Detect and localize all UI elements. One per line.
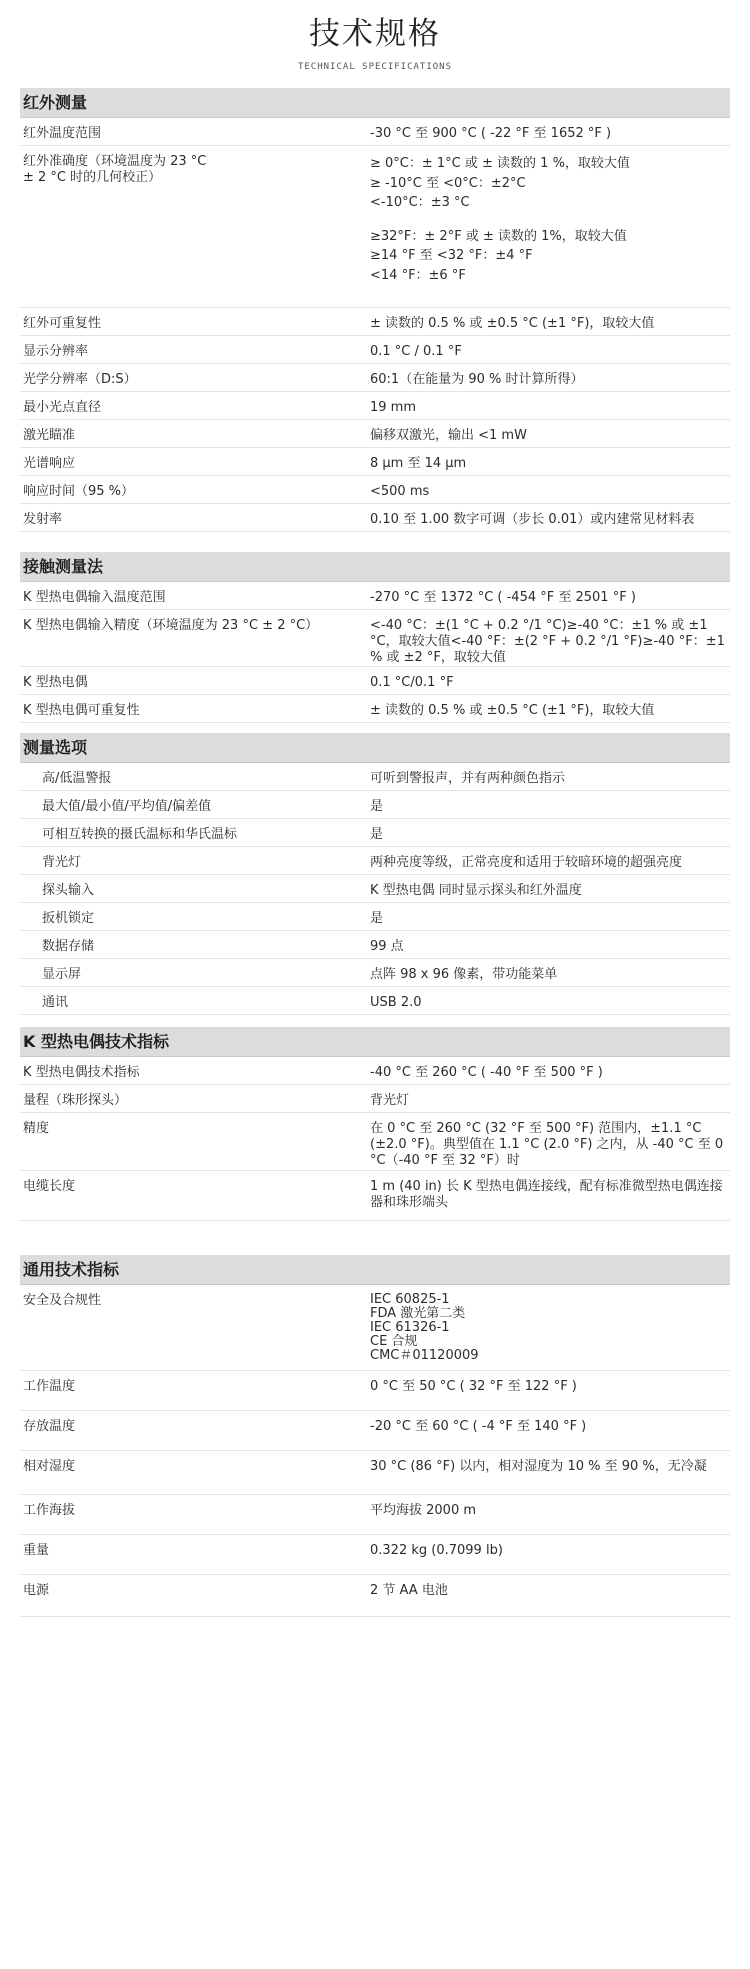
- spec-value-line: -20 °C 至 60 °C ( -4 °F 至 140 °F ): [370, 1419, 587, 1434]
- spec-value-line: <-40 °C：±(1 °C + 0.2 °/1 °C)≥-40 °C：±1 % 或 ±1 °C，取较大值<-40 °F：±(2 °F + 0.2 °/1 °F)≥-40 °F：±1 % 或 ±2 °F，取较大值: [370, 618, 725, 665]
- spec-row: [20, 1535, 730, 1575]
- spec-label: 最小光点直径: [23, 400, 102, 415]
- spec-row: [20, 959, 730, 987]
- spec-label: 红外可重复性: [23, 316, 102, 331]
- spec-section: [20, 1255, 730, 1617]
- spec-row: [20, 1495, 730, 1535]
- spec-row: [20, 146, 730, 308]
- spec-row: [20, 1371, 730, 1411]
- section-title: 接触测量法: [20, 552, 730, 582]
- spec-label: 存放温度: [23, 1419, 76, 1434]
- spec-value: [370, 1085, 730, 1112]
- spec-label: 量程（珠形探头）: [23, 1093, 128, 1108]
- spec-value-line: ≥ 0°C：± 1°C 或 ± 读数的 1 %，取较大值: [370, 156, 630, 171]
- page-header: [0, 14, 750, 88]
- spec-row: [20, 903, 730, 931]
- spec-label: 光谱响应: [23, 456, 76, 471]
- spec-value-line: [370, 213, 730, 227]
- spec-label: 可相互转换的摄氏温标和华氏温标: [42, 827, 238, 842]
- spec-value: [370, 763, 730, 790]
- spec-value-line: 点阵 98 x 96 像素，带功能菜单: [370, 967, 558, 982]
- spec-value-line: 60:1（在能量为 90 % 时计算所得）: [370, 372, 584, 387]
- spec-label: 扳机锁定: [42, 911, 95, 926]
- spec-label: 显示分辨率: [23, 344, 89, 359]
- spec-value: [370, 336, 730, 363]
- spec-row: [20, 392, 730, 420]
- spec-value-line: 可听到警报声，并有两种颜色指示: [370, 771, 566, 786]
- spec-label: K 型热电偶技术指标: [23, 1065, 140, 1080]
- spec-row: [20, 791, 730, 819]
- spec-value: [370, 791, 730, 818]
- spec-label: 光学分辨率（D:S）: [23, 372, 137, 387]
- spec-value: [370, 1113, 730, 1170]
- spec-value: [370, 1495, 730, 1534]
- spec-row: [20, 1575, 730, 1617]
- spec-value-line: 背光灯: [370, 1093, 410, 1108]
- spec-value: [370, 476, 730, 503]
- page-title: 技术规格: [309, 16, 441, 52]
- spec-value: [370, 1451, 730, 1494]
- spec-label: K 型热电偶可重复性: [23, 703, 140, 718]
- spec-value: [370, 610, 730, 666]
- section-title: K 型热电偶技术指标: [20, 1027, 730, 1057]
- spec-row: [20, 1085, 730, 1113]
- spec-label: 精度: [23, 1121, 50, 1136]
- spec-value-line: FDA 激光第二类: [370, 1306, 466, 1321]
- spec-value: [370, 1285, 730, 1370]
- spec-row: [20, 1411, 730, 1451]
- spec-row: [20, 308, 730, 336]
- spec-value: [370, 959, 730, 986]
- spec-row: [20, 610, 730, 667]
- spec-value-line: <-10°C：±3 °C: [370, 195, 470, 210]
- spec-value: [370, 875, 730, 902]
- spec-value-line: -270 °C 至 1372 °C ( -454 °F 至 2501 °F ): [370, 590, 636, 605]
- spec-value-line: 偏移双激光，输出 <1 mW: [370, 428, 527, 443]
- spec-label: 红外准确度（环境温度为 23 °C ± 2 °C 时的几何校正）: [23, 154, 207, 185]
- spec-value-line: 8 μm 至 14 μm: [370, 456, 467, 471]
- spec-value-line: 0.1 °C/0.1 °F: [370, 675, 454, 690]
- spec-value-line: ± 读数的 0.5 % 或 ±0.5 °C (±1 °F)，取较大值: [370, 703, 655, 718]
- spec-section: [20, 552, 730, 723]
- spec-label: 电缆长度: [23, 1179, 76, 1194]
- spec-value: [370, 1575, 730, 1616]
- spec-row: [20, 1451, 730, 1495]
- spec-value: [370, 987, 730, 1014]
- spec-value: [370, 695, 730, 722]
- spec-label: K 型热电偶: [23, 675, 88, 690]
- spec-label: 最大值/最小值/平均值/偏差值: [42, 799, 212, 814]
- spec-label: K 型热电偶输入温度范围: [23, 590, 166, 605]
- spec-label: 重量: [23, 1543, 50, 1558]
- spec-row: [20, 1171, 730, 1221]
- spec-value-line: IEC 61326-1: [370, 1320, 450, 1335]
- spec-section: [20, 1027, 730, 1221]
- spec-label: 背光灯: [42, 855, 82, 870]
- spec-row: [20, 504, 730, 532]
- spec-row: [20, 448, 730, 476]
- spec-value-line: 19 mm: [370, 400, 417, 415]
- spec-value-line: 是: [370, 799, 384, 814]
- spec-value-line: ± 读数的 0.5 % 或 ±0.5 °C (±1 °F)，取较大值: [370, 316, 655, 331]
- spec-value-line: 两种亮度等级，正常亮度和适用于较暗环境的超强亮度: [370, 855, 683, 870]
- spec-label: K 型热电偶输入精度（环境温度为 23 °C ± 2 °C）: [23, 618, 319, 633]
- spec-value-line: 平均海拔 2000 m: [370, 1503, 477, 1518]
- spec-label: 安全及合规性: [23, 1293, 102, 1308]
- spec-value-line: 1 m (40 in) 长 K 型热电偶连接线，配有标准微型热电偶连接器和珠形端头: [370, 1179, 723, 1210]
- spec-value-line: 0.1 °C / 0.1 °F: [370, 344, 462, 359]
- spec-label: 显示屏: [42, 967, 82, 982]
- spec-value: [370, 118, 730, 145]
- spec-value: [370, 819, 730, 846]
- spec-value-line: 0 °C 至 50 °C ( 32 °F 至 122 °F ): [370, 1379, 577, 1394]
- spec-section: [20, 733, 730, 1015]
- spec-row: [20, 819, 730, 847]
- spec-sections: [0, 88, 750, 1617]
- spec-value: [370, 308, 730, 335]
- spec-value-line: -30 °C 至 900 °C ( -22 °F 至 1652 °F ): [370, 126, 612, 141]
- spec-label: 响应时间（95 %）: [23, 484, 135, 499]
- spec-value: [370, 1371, 730, 1410]
- spec-row: [20, 695, 730, 723]
- spec-label: 发射率: [23, 512, 63, 527]
- spec-row: [20, 118, 730, 146]
- spec-value-line: <14 °F：±6 °F: [370, 267, 466, 283]
- spec-label: 通讯: [42, 995, 69, 1010]
- spec-value: [370, 582, 730, 609]
- section-title: 红外测量: [20, 88, 730, 118]
- spec-label: 工作温度: [23, 1379, 76, 1394]
- spec-label: 电源: [23, 1583, 50, 1598]
- spec-label: 工作海拔: [23, 1503, 76, 1518]
- spec-row: [20, 847, 730, 875]
- spec-row: [20, 336, 730, 364]
- spec-value: [370, 1057, 730, 1084]
- spec-value: [370, 931, 730, 958]
- spec-label: 数据存储: [42, 939, 95, 954]
- spec-row: [20, 763, 730, 791]
- spec-value-line: ≥ -10°C 至 <0°C：±2°C: [370, 175, 526, 191]
- spec-row: [20, 931, 730, 959]
- spec-value-line: USB 2.0: [370, 995, 422, 1010]
- spec-value-line: ≥14 °F 至 <32 °F：±4 °F: [370, 248, 533, 263]
- spec-value-line: 是: [370, 911, 384, 926]
- spec-row: [20, 420, 730, 448]
- spec-label: 相对湿度: [23, 1459, 76, 1474]
- spec-row: [20, 364, 730, 392]
- section-title: 测量选项: [20, 733, 730, 763]
- spec-value: [370, 392, 730, 419]
- spec-value: [370, 903, 730, 930]
- spec-value: [370, 364, 730, 391]
- spec-section: [20, 88, 730, 532]
- spec-value-line: 0.322 kg (0.7099 lb): [370, 1543, 503, 1558]
- spec-value-line: IEC 60825-1: [370, 1292, 450, 1307]
- spec-row: [20, 582, 730, 610]
- spec-label: 探头输入: [42, 883, 95, 898]
- spec-value-line: -40 °C 至 260 °C ( -40 °F 至 500 °F ): [370, 1065, 603, 1080]
- spec-value-line: 2 节 AA 电池: [370, 1583, 448, 1598]
- spec-value-line: CE 合规: [370, 1334, 418, 1349]
- spec-value-line: CMC＃01120009: [370, 1348, 479, 1363]
- spec-label: 激光瞄准: [23, 428, 76, 443]
- spec-value-line: 99 点: [370, 939, 404, 954]
- spec-value-line: 在 0 °C 至 260 °C (32 °F 至 500 °F) 范围内，±1.1 °C (±2.0 °F)。典型值在 1.1 °C (2.0 °F) 之内，从 -40 °C 至 0 °C（-40 °F 至 32 °F）时: [370, 1121, 724, 1168]
- spec-row: [20, 667, 730, 695]
- spec-row: [20, 875, 730, 903]
- page-subtitle: TECHNICAL SPECIFICATIONS: [297, 62, 453, 72]
- spec-value: [370, 420, 730, 447]
- spec-value: [370, 667, 730, 694]
- spec-row: [20, 1113, 730, 1171]
- spec-value: [370, 146, 730, 307]
- spec-row: [20, 476, 730, 504]
- spec-value: [370, 847, 730, 874]
- spec-label: 红外温度范围: [23, 126, 102, 141]
- spec-value-line: <500 ms: [370, 484, 430, 499]
- spec-value: [370, 1411, 730, 1450]
- spec-value: [370, 1171, 730, 1220]
- spec-value-line: 0.10 至 1.00 数字可调（步长 0.01）或内建常见材料表: [370, 512, 695, 527]
- spec-value: [370, 1535, 730, 1574]
- spec-row: [20, 987, 730, 1015]
- spec-label: 高/低温警报: [42, 771, 112, 786]
- spec-value: [370, 504, 730, 531]
- section-title: 通用技术指标: [20, 1255, 730, 1285]
- spec-value-line: ≥32°F：± 2°F 或 ± 读数的 1%，取较大值: [370, 228, 627, 244]
- spec-value-line: 是: [370, 827, 384, 842]
- spec-value-line: 30 °C (86 °F) 以内，相对湿度为 10 % 至 90 %，无冷凝: [370, 1459, 707, 1474]
- spec-value: [370, 448, 730, 475]
- spec-row: [20, 1285, 730, 1371]
- spec-value-line: K 型热电偶 同时显示探头和红外温度: [370, 883, 582, 898]
- spec-row: [20, 1057, 730, 1085]
